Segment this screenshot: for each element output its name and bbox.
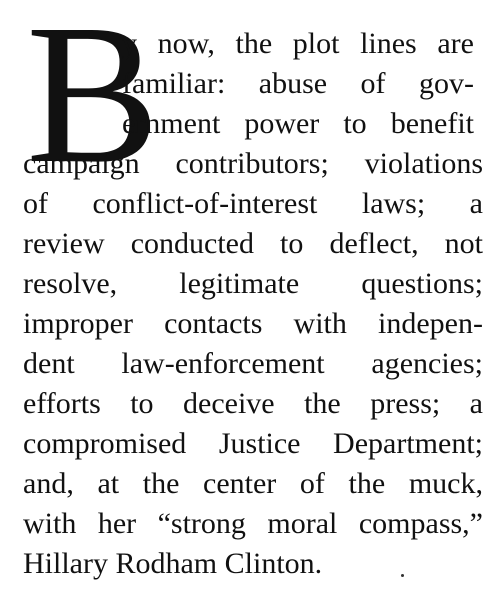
text-line-8: improper contacts with indepen- (23, 307, 483, 340)
text-line-3: ernment power to benefit (122, 107, 474, 140)
text-line-4: campaign contributors; violations (23, 147, 483, 180)
text-line-6: review conducted to deflect, not (23, 227, 483, 260)
text-line-11: compromised Justice Department; (23, 427, 483, 460)
text-line-13: with her “strong moral compass,” (23, 507, 483, 540)
text-line-5: of conflict-of-interest laws; a (23, 187, 483, 220)
text-line-2: familiar: abuse of gov- (122, 67, 474, 100)
ink-speck (401, 574, 404, 577)
text-line-14: Hillary Rodham Clinton. (23, 547, 323, 580)
drop-cap: B (26, 0, 160, 205)
text-line-12: and, at the center of the muck, (23, 467, 483, 500)
text-line-10: efforts to deceive the press; a (23, 387, 483, 420)
text-line-7: resolve, legitimate questions; (23, 267, 483, 300)
text-line-1: y now, the plot lines are (122, 27, 474, 60)
text-line-9: dent law-enforcement agencies; (23, 347, 483, 380)
